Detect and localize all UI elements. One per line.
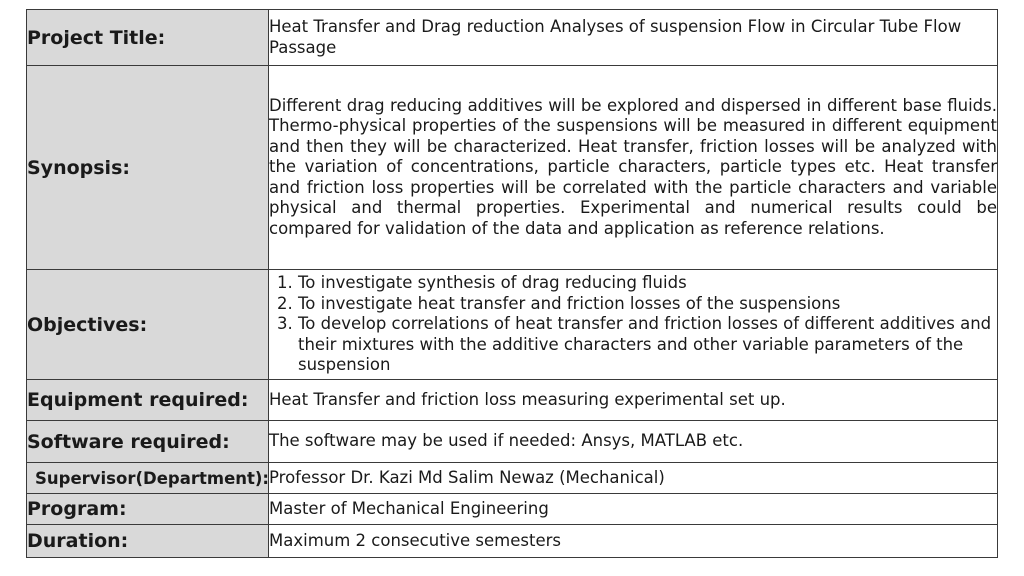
- synopsis-value: Different drag reducing additives will be explored and dispersed in different base fluids. Thermo-physical properties of the suspensions will be measured in different equipment and then they will be characterized. Heat transfer, friction losses will be analyzed with the variation of concentrations, particle characters, particle types etc. Heat transfer and friction loss properties will be correlated with the particle characters and variable physical and thermal properties. Experimental and numerical results could be compared for validation of the data and application as reference relations.: [269, 66, 998, 270]
- duration-label: Duration:: [27, 525, 269, 558]
- row-software: [27, 421, 998, 463]
- objective-item: 3. To develop correlations of heat transfer and friction losses of different additives and their mixtures with the additive characters and other variable parameters of the suspension: [298, 314, 997, 376]
- row-program: [27, 494, 998, 525]
- synopsis-label: Synopsis:: [27, 66, 269, 270]
- duration-value: Maximum 2 consecutive semesters: [269, 525, 998, 558]
- project-title-label: Project Title:: [27, 10, 269, 66]
- row-equipment: [27, 380, 998, 421]
- row-synopsis: [27, 66, 998, 270]
- objective-item: 1. To investigate synthesis of drag reducing fluids: [298, 273, 997, 294]
- project-title-value: Heat Transfer and Drag reduction Analyses of suspension Flow in Circular Tube Flow Passage: [269, 10, 998, 66]
- objective-item: 2. To investigate heat transfer and friction losses of the suspensions: [298, 294, 997, 315]
- project-info-table: [26, 9, 998, 558]
- objectives-list: [269, 273, 997, 376]
- program-value: Master of Mechanical Engineering: [269, 494, 998, 525]
- supervisor-value: Professor Dr. Kazi Md Salim Newaz (Mechanical): [269, 463, 998, 494]
- software-value: The software may be used if needed: Ansys, MATLAB etc.: [269, 421, 998, 463]
- software-label: Software required:: [27, 421, 269, 463]
- objectives-value: [269, 270, 998, 380]
- equipment-label: Equipment required:: [27, 380, 269, 421]
- row-duration: [27, 525, 998, 558]
- objectives-label: Objectives:: [27, 270, 269, 380]
- row-objectives: [27, 270, 998, 380]
- program-label: Program:: [27, 494, 269, 525]
- equipment-value: Heat Transfer and friction loss measuring experimental set up.: [269, 380, 998, 421]
- supervisor-label: Supervisor(Department):: [27, 463, 269, 494]
- row-project-title: [27, 10, 998, 66]
- row-supervisor: [27, 463, 998, 494]
